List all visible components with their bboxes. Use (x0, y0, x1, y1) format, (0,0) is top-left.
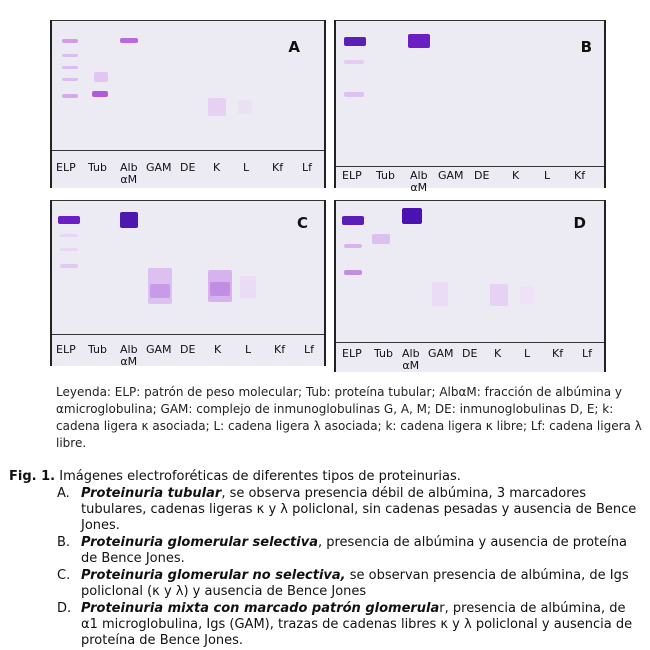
item-text: r, presencia de albúmina, de α1 microglobulina, Igs (GAM), trazas de cadenas libres κ y λ policlonal y ausencia de proteína de Bence Jones. (81, 601, 633, 648)
item-text: , se observa presencia débil de albúmina, 3 marcadores tubulares, cadenas ligeras κ y λ policlonal, sin cadenas pesadas y ausencia de Bence Jones. (81, 486, 637, 533)
gel-panel-b (334, 20, 606, 194)
band-alb (120, 212, 138, 228)
lane-label-text: Alb αM (120, 343, 138, 368)
band-k (490, 284, 508, 306)
band-elp (344, 92, 364, 97)
caption-item-d (9, 601, 644, 649)
panel-top-line (334, 200, 606, 201)
item-text: , presencia de albúmina y ausencia de proteína de Bence Jones. (81, 535, 627, 566)
figure-caption-text: Imágenes electroforéticas de diferentes tipos de proteinurias. (59, 469, 461, 484)
panel-letter: D (573, 214, 586, 232)
lane-label-kf: Kf (552, 347, 564, 360)
band-elp (62, 54, 78, 57)
panel-letter: C (296, 214, 308, 232)
caption-list (9, 486, 644, 649)
band-elp (60, 234, 78, 237)
lane-label-tub: Tub (374, 347, 394, 360)
caption-item-b (9, 535, 644, 567)
lane-label-k: K (494, 347, 502, 360)
panel-letter: B (580, 38, 592, 56)
band-elp (344, 60, 364, 64)
lane-label-l: L (243, 161, 250, 174)
panel-bottom-line (334, 166, 606, 167)
lane-label-text: Alb αM (120, 161, 138, 186)
band-alb (408, 34, 430, 48)
panel-letter: A (288, 38, 300, 56)
lane-label-l: L (544, 169, 551, 182)
band-elp (62, 78, 78, 81)
lane-label-elp: ELP (342, 347, 362, 360)
lane-label-de: DE (462, 347, 478, 360)
caption-item-a (9, 486, 644, 534)
lane-label-elp: ELP (56, 343, 76, 356)
panel-left-bracket (334, 200, 342, 372)
lane-label-text: Alb αM (410, 169, 428, 194)
lane-label-kf: Kf (574, 169, 586, 182)
band-k (210, 282, 230, 296)
figure-title (9, 469, 644, 485)
lane-label-alb (410, 170, 428, 194)
figure-legend: Leyenda: ELP: patrón de peso molecular; Tub: proteína tubular; AlbαM: fracción de albúmina y αmicroglobulina; GAM: complejo de inmunoglobulinas G, A, M; DE: inmunoglobulinas D, E; k: cadena ligera κ asociada; L: cadena ligera λ asociada; k: cadena ligera κ libre; Lf: cadena ligera λ libre. (56, 385, 642, 450)
lane-label-alb (120, 162, 138, 186)
lane-label-lf: Lf (304, 343, 315, 356)
item-mark: C. (57, 568, 71, 583)
panel-top-line (50, 200, 326, 201)
lane-label-de: DE (180, 161, 196, 174)
lane-label-lf: Lf (302, 161, 313, 174)
band-elp (60, 248, 78, 251)
band-gam (150, 284, 170, 298)
lane-label-alb (120, 344, 138, 368)
lane-label-k: K (214, 343, 222, 356)
band-elp (62, 94, 78, 98)
band-l (240, 276, 256, 298)
band-k (208, 98, 226, 116)
lane-label-kf: Kf (272, 161, 284, 174)
panel-bottom-line (50, 334, 326, 335)
lane-label-de: DE (474, 169, 490, 182)
lane-label-gam: GAM (438, 169, 464, 182)
band-tub (92, 91, 108, 97)
item-mark: A. (57, 486, 70, 501)
band-elp (344, 37, 366, 46)
lane-label-text: Alb αM (402, 347, 420, 372)
lane-label-de: DE (180, 343, 196, 356)
panel-left-bracket (334, 20, 342, 188)
lane-label-k: K (213, 161, 221, 174)
panel-right-bracket (318, 200, 326, 366)
band-gam (432, 282, 448, 306)
item-text: se observan presencia de albúmina, de Igs policlonal (κ y λ) y ausencia de Bence Jones (81, 568, 629, 599)
item-bold: Proteinuria glomerular no selectiva, (81, 568, 346, 583)
panel-right-bracket (598, 200, 606, 372)
panel-top-line (50, 20, 326, 21)
item-mark: D. (57, 601, 72, 616)
lane-label-l: L (245, 343, 252, 356)
band-elp (58, 216, 80, 224)
item-bold: Proteinuria tubular (81, 486, 222, 501)
lane-label-lf: Lf (582, 347, 593, 360)
figure-label: Fig. 1. (9, 469, 56, 484)
figure-caption (9, 469, 644, 650)
band-tub (372, 234, 390, 244)
lane-label-l: L (524, 347, 531, 360)
band-l (238, 100, 252, 114)
band-alb (120, 38, 138, 43)
band-tub (94, 72, 108, 82)
lane-label-gam: GAM (428, 347, 454, 360)
lane-label-k: K (512, 169, 520, 182)
band-elp (62, 39, 78, 43)
item-mark: B. (57, 535, 71, 550)
gel-panel-a (50, 20, 326, 188)
band-elp (60, 264, 78, 268)
lane-label-kf: Kf (274, 343, 286, 356)
caption-item-c (9, 568, 644, 600)
panel-bottom-line (50, 150, 326, 151)
band-alb (402, 208, 422, 224)
lane-label-gam: GAM (146, 343, 172, 356)
gel-panel-c (50, 200, 326, 366)
panel-bottom-line (334, 342, 606, 343)
band-elp (344, 270, 362, 275)
lane-label-tub: Tub (88, 343, 108, 356)
lane-label-tub: Tub (88, 161, 108, 174)
band-elp (62, 66, 78, 69)
lane-label-tub: Tub (376, 169, 396, 182)
band-elp (344, 244, 362, 248)
gel-panel-d (334, 200, 606, 372)
panel-top-line (334, 20, 606, 21)
panel-left-bracket (50, 200, 58, 366)
item-bold: Proteinuria mixta con marcado patrón glomerula (81, 601, 440, 616)
item-bold: Proteinuria glomerular selectiva (81, 535, 318, 550)
lane-label-alb (402, 348, 420, 372)
panel-right-bracket (598, 20, 606, 188)
panel-right-bracket (318, 20, 326, 188)
lane-label-gam: GAM (146, 161, 172, 174)
lane-label-elp: ELP (56, 161, 76, 174)
band-elp (342, 216, 364, 225)
lane-label-elp: ELP (342, 169, 362, 182)
band-l (520, 286, 534, 304)
